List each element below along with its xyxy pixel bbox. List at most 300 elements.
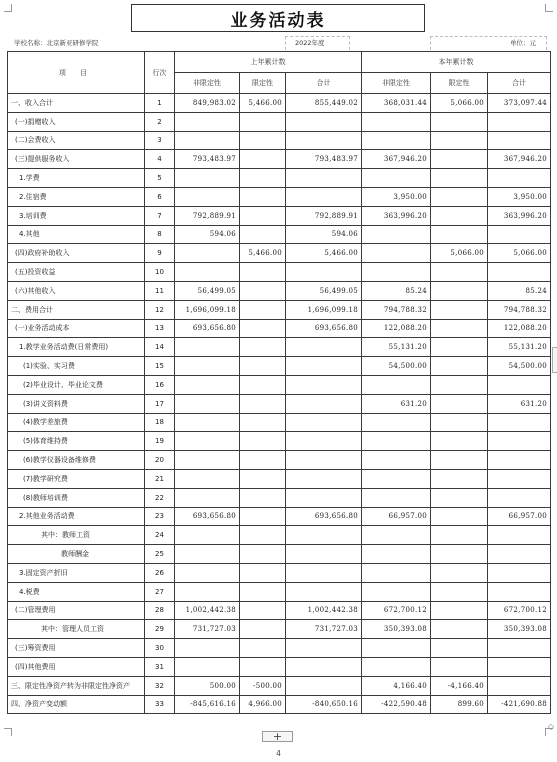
row-line-number: 27	[145, 582, 175, 601]
cell-curr-total	[488, 657, 551, 676]
cell-curr-non-restricted	[362, 582, 431, 601]
header-curr-restricted: 限定性	[431, 73, 488, 94]
cell-prev-total: 792,889.91	[286, 206, 362, 225]
cell-curr-total	[488, 582, 551, 601]
table-row	[8, 413, 551, 432]
table-row	[8, 357, 551, 376]
cell-curr-total: 363,996.20	[488, 206, 551, 225]
row-line-number: 24	[145, 526, 175, 545]
cell-prev-total: 56,499.05	[286, 281, 362, 300]
cell-curr-restricted	[431, 338, 488, 357]
cell-curr-non-restricted	[362, 526, 431, 545]
cell-prev-total	[286, 263, 362, 282]
cell-prev-total	[286, 657, 362, 676]
cell-curr-total	[488, 563, 551, 582]
cell-prev-restricted	[240, 563, 286, 582]
cell-prev-restricted	[240, 206, 286, 225]
cell-curr-non-restricted	[362, 244, 431, 263]
cell-curr-restricted	[431, 657, 488, 676]
cell-prev-total: 594.06	[286, 225, 362, 244]
row-item-name: (2)毕业设计、毕业论文费	[8, 375, 145, 394]
cell-curr-non-restricted	[362, 563, 431, 582]
row-item-name: (4)教学差旅费	[8, 413, 145, 432]
cell-prev-non-restricted	[175, 413, 240, 432]
table-row	[8, 563, 551, 582]
row-item-name: (三)筹资费用	[8, 639, 145, 658]
cell-curr-non-restricted: 122,088.20	[362, 319, 431, 338]
cell-prev-non-restricted: 1,002,442.38	[175, 601, 240, 620]
table-row	[8, 319, 551, 338]
table-row	[8, 432, 551, 451]
row-line-number: 30	[145, 639, 175, 658]
row-line-number: 29	[145, 620, 175, 639]
table-row	[8, 131, 551, 150]
cell-prev-total	[286, 526, 362, 545]
table-row	[8, 150, 551, 169]
cell-prev-total: 5,466.00	[286, 244, 362, 263]
cell-prev-non-restricted: 849,983.02	[175, 94, 240, 113]
cell-curr-non-restricted: 66,957.00	[362, 507, 431, 526]
cell-prev-total: 693,656.80	[286, 507, 362, 526]
cell-prev-non-restricted: 56,499.05	[175, 281, 240, 300]
table-row	[8, 300, 551, 319]
header-prev-non-restricted: 非限定性	[175, 73, 240, 94]
row-line-number: 11	[145, 281, 175, 300]
cell-curr-non-restricted	[362, 169, 431, 188]
cell-prev-total	[286, 112, 362, 131]
table-row	[8, 695, 551, 714]
cell-prev-total	[286, 676, 362, 695]
row-item-name: (四)政府补助收入	[8, 244, 145, 263]
row-item-name: (7)教学研究费	[8, 469, 145, 488]
row-item-name: (六)其他收入	[8, 281, 145, 300]
table-row	[8, 375, 551, 394]
cell-curr-total: 367,946.20	[488, 150, 551, 169]
cell-prev-non-restricted: -845,616.16	[175, 695, 240, 714]
table-row	[8, 263, 551, 282]
cell-prev-non-restricted	[175, 244, 240, 263]
school-name-label: 学校名称：北京新亚研修学院	[14, 39, 99, 47]
cell-prev-restricted	[240, 187, 286, 206]
cell-prev-non-restricted	[175, 451, 240, 470]
unit-label: 单位：元	[510, 39, 536, 47]
cell-prev-non-restricted	[175, 657, 240, 676]
row-line-number: 3	[145, 131, 175, 150]
cell-curr-non-restricted	[362, 263, 431, 282]
cell-prev-non-restricted	[175, 563, 240, 582]
cell-curr-total	[488, 263, 551, 282]
cell-curr-total: 66,957.00	[488, 507, 551, 526]
cell-prev-non-restricted	[175, 357, 240, 376]
cell-curr-non-restricted	[362, 112, 431, 131]
cell-curr-total: -421,690.88	[488, 695, 551, 714]
cell-prev-restricted: 4,966.00	[240, 695, 286, 714]
cell-prev-restricted	[240, 432, 286, 451]
cell-prev-total	[286, 582, 362, 601]
cell-curr-restricted	[431, 319, 488, 338]
cell-curr-restricted	[431, 112, 488, 131]
cell-curr-total	[488, 469, 551, 488]
cell-curr-total	[488, 451, 551, 470]
page-number: 4	[276, 749, 281, 758]
cell-curr-total	[488, 169, 551, 188]
row-line-number: 22	[145, 488, 175, 507]
row-item-name: 3.固定资产折旧	[8, 563, 145, 582]
row-item-name: 1.学费	[8, 169, 145, 188]
cell-curr-restricted	[431, 357, 488, 376]
cell-curr-total	[488, 676, 551, 695]
header-curr-total: 合计	[488, 73, 551, 94]
cell-prev-restricted	[240, 263, 286, 282]
row-item-name: 一、收入合计	[8, 94, 145, 113]
cell-prev-total: 731,727.03	[286, 620, 362, 639]
row-item-name: 4.税费	[8, 582, 145, 601]
row-item-name: 2.其他业务活动费	[8, 507, 145, 526]
cell-curr-restricted: 5,066.00	[431, 244, 488, 263]
crop-mark-bottom-left	[4, 728, 12, 736]
cell-curr-non-restricted: 367,946.20	[362, 150, 431, 169]
cell-curr-non-restricted: 794,788.32	[362, 300, 431, 319]
side-handle[interactable]	[552, 347, 557, 373]
row-item-name: (五)投资收益	[8, 263, 145, 282]
cell-curr-total: 3,950.00	[488, 187, 551, 206]
row-item-name: (3)讲义资料费	[8, 394, 145, 413]
row-line-number: 10	[145, 263, 175, 282]
row-item-name: (四)其他费用	[8, 657, 145, 676]
cell-prev-total	[286, 413, 362, 432]
row-line-number: 19	[145, 432, 175, 451]
row-line-number: 21	[145, 469, 175, 488]
cell-prev-non-restricted: 731,727.03	[175, 620, 240, 639]
cell-prev-total	[286, 357, 362, 376]
table-row	[8, 187, 551, 206]
cell-curr-total	[488, 432, 551, 451]
row-line-number: 8	[145, 225, 175, 244]
cell-curr-restricted	[431, 526, 488, 545]
header-line-no: 行次	[145, 52, 175, 94]
cell-curr-restricted: 5,066.00	[431, 94, 488, 113]
cell-prev-non-restricted	[175, 169, 240, 188]
table-row	[8, 338, 551, 357]
cell-prev-restricted	[240, 657, 286, 676]
cell-curr-non-restricted: 85.24	[362, 281, 431, 300]
cell-prev-non-restricted	[175, 469, 240, 488]
cell-curr-restricted	[431, 150, 488, 169]
row-item-name: 1.教学业务活动费(日常费用)	[8, 338, 145, 357]
cell-curr-non-restricted: 55,131.20	[362, 338, 431, 357]
cell-prev-restricted	[240, 639, 286, 658]
cell-curr-restricted	[431, 488, 488, 507]
row-line-number: 2	[145, 112, 175, 131]
cell-prev-total	[286, 338, 362, 357]
cell-curr-restricted	[431, 601, 488, 620]
row-item-name: (二)管理费用	[8, 601, 145, 620]
cell-curr-restricted	[431, 639, 488, 658]
report-year: 2022年度	[295, 39, 325, 47]
cell-prev-non-restricted	[175, 112, 240, 131]
row-item-name: (8)教师培训费	[8, 488, 145, 507]
row-line-number: 32	[145, 676, 175, 695]
cell-prev-restricted	[240, 526, 286, 545]
table-row	[8, 394, 551, 413]
cell-curr-non-restricted	[362, 639, 431, 658]
cell-curr-restricted: -4,166.40	[431, 676, 488, 695]
cell-prev-total: -840,650.16	[286, 695, 362, 714]
cell-curr-restricted	[431, 206, 488, 225]
cell-curr-restricted	[431, 413, 488, 432]
row-line-number: 20	[145, 451, 175, 470]
cell-curr-restricted	[431, 375, 488, 394]
table-row	[8, 451, 551, 470]
cell-curr-total: 794,788.32	[488, 300, 551, 319]
cell-curr-total: 631.20	[488, 394, 551, 413]
cell-prev-non-restricted	[175, 338, 240, 357]
table-row	[8, 112, 551, 131]
cell-prev-restricted	[240, 225, 286, 244]
title-box	[131, 4, 425, 32]
cell-prev-non-restricted	[175, 394, 240, 413]
cell-prev-non-restricted: 693,656.80	[175, 319, 240, 338]
header-item: 项 目	[8, 52, 145, 94]
cell-curr-non-restricted: 368,031.44	[362, 94, 431, 113]
cell-curr-total	[488, 131, 551, 150]
cell-prev-total	[286, 451, 362, 470]
cell-prev-non-restricted	[175, 545, 240, 564]
table-row	[8, 545, 551, 564]
cell-prev-restricted	[240, 507, 286, 526]
cell-curr-total: 672,700.12	[488, 601, 551, 620]
cell-curr-restricted	[431, 394, 488, 413]
row-item-name: (一)捐赠收入	[8, 112, 145, 131]
cell-prev-restricted	[240, 545, 286, 564]
row-line-number: 23	[145, 507, 175, 526]
row-line-number: 18	[145, 413, 175, 432]
cell-prev-restricted	[240, 319, 286, 338]
cell-prev-restricted	[240, 169, 286, 188]
cell-prev-non-restricted	[175, 639, 240, 658]
cell-curr-restricted	[431, 451, 488, 470]
cell-curr-non-restricted: 672,700.12	[362, 601, 431, 620]
page-title: 业务活动表	[230, 10, 326, 31]
row-line-number: 33	[145, 695, 175, 714]
cell-prev-restricted	[240, 338, 286, 357]
cell-curr-restricted: 899.60	[431, 695, 488, 714]
cell-curr-restricted	[431, 432, 488, 451]
row-item-name: 4.其他	[8, 225, 145, 244]
row-item-name: 其中：管理人员工资	[8, 620, 145, 639]
header-prev-restricted: 限定性	[240, 73, 286, 94]
cell-prev-restricted	[240, 150, 286, 169]
cell-prev-non-restricted: 693,656.80	[175, 507, 240, 526]
cell-prev-total: 1,696,099.18	[286, 300, 362, 319]
table-row	[8, 488, 551, 507]
cell-prev-total	[286, 432, 362, 451]
cell-prev-total	[286, 639, 362, 658]
cell-prev-total	[286, 375, 362, 394]
row-item-name: (6)教学仪器设备维修费	[8, 451, 145, 470]
cell-curr-restricted	[431, 300, 488, 319]
row-line-number: 9	[145, 244, 175, 263]
cell-prev-non-restricted	[175, 432, 240, 451]
row-line-number: 1	[145, 94, 175, 113]
row-line-number: 25	[145, 545, 175, 564]
row-line-number: 15	[145, 357, 175, 376]
cell-prev-restricted	[240, 131, 286, 150]
cell-curr-total	[488, 526, 551, 545]
row-line-number: 7	[145, 206, 175, 225]
cell-curr-total: 5,066.00	[488, 244, 551, 263]
cell-prev-total	[286, 469, 362, 488]
cell-prev-total: 693,656.80	[286, 319, 362, 338]
table-row	[8, 601, 551, 620]
cell-prev-restricted	[240, 300, 286, 319]
table-row	[8, 526, 551, 545]
table-row	[8, 206, 551, 225]
cell-prev-total	[286, 488, 362, 507]
cell-prev-restricted	[240, 601, 286, 620]
cell-prev-non-restricted: 500.00	[175, 676, 240, 695]
table-row	[8, 582, 551, 601]
cell-curr-total	[488, 413, 551, 432]
cell-curr-restricted	[431, 582, 488, 601]
table-row	[8, 281, 551, 300]
cell-curr-restricted	[431, 131, 488, 150]
table-header-row-1	[8, 52, 551, 73]
cell-prev-non-restricted	[175, 131, 240, 150]
row-item-name: 3.培训费	[8, 206, 145, 225]
table-row	[8, 225, 551, 244]
table-row	[8, 169, 551, 188]
cell-prev-restricted: 5,466.00	[240, 244, 286, 263]
cell-prev-restricted	[240, 112, 286, 131]
header-curr-cumulative: 本年累计数	[362, 52, 551, 73]
cell-curr-non-restricted: 4,166.40	[362, 676, 431, 695]
table-row	[8, 244, 551, 263]
cell-curr-restricted	[431, 225, 488, 244]
cell-curr-non-restricted: 54,500.00	[362, 357, 431, 376]
row-line-number: 17	[145, 394, 175, 413]
cell-prev-non-restricted: 792,889.91	[175, 206, 240, 225]
cell-prev-non-restricted: 594.06	[175, 225, 240, 244]
cell-curr-total: 350,393.08	[488, 620, 551, 639]
table-row	[8, 639, 551, 658]
cell-curr-non-restricted	[362, 432, 431, 451]
row-line-number: 5	[145, 169, 175, 188]
row-line-number: 26	[145, 563, 175, 582]
row-line-number: 12	[145, 300, 175, 319]
cell-curr-non-restricted: 3,950.00	[362, 187, 431, 206]
cell-curr-total: 122,088.20	[488, 319, 551, 338]
row-item-name: 四、净资产变动额	[8, 695, 145, 714]
cell-curr-total: 85.24	[488, 281, 551, 300]
cell-prev-total	[286, 563, 362, 582]
cell-curr-restricted	[431, 187, 488, 206]
cell-curr-total: 55,131.20	[488, 338, 551, 357]
cell-curr-non-restricted	[362, 545, 431, 564]
cell-curr-non-restricted	[362, 225, 431, 244]
cell-prev-total: 1,002,442.38	[286, 601, 362, 620]
row-line-number: 16	[145, 375, 175, 394]
cell-prev-total	[286, 169, 362, 188]
activity-report-table	[7, 51, 551, 714]
row-item-name: 其中：教师工资	[8, 526, 145, 545]
row-line-number: 4	[145, 150, 175, 169]
crop-mark-top-left	[4, 4, 12, 12]
cell-prev-restricted	[240, 357, 286, 376]
row-item-name: 2.住宿费	[8, 187, 145, 206]
cell-prev-non-restricted	[175, 187, 240, 206]
cell-curr-non-restricted	[362, 469, 431, 488]
row-item-name: 三、限定性净资产转为非限定性净资产	[8, 676, 145, 695]
cell-curr-non-restricted: 350,393.08	[362, 620, 431, 639]
cell-curr-total: 373,097.44	[488, 94, 551, 113]
cell-curr-non-restricted	[362, 488, 431, 507]
cell-curr-total	[488, 545, 551, 564]
cell-prev-total	[286, 187, 362, 206]
table-row	[8, 469, 551, 488]
table-row	[8, 657, 551, 676]
row-item-name: 教师酬金	[8, 545, 145, 564]
cell-curr-total	[488, 112, 551, 131]
cell-curr-non-restricted	[362, 451, 431, 470]
cell-prev-non-restricted: 793,483.97	[175, 150, 240, 169]
cell-prev-restricted: 5,466.00	[240, 94, 286, 113]
cell-curr-restricted	[431, 281, 488, 300]
table-row	[8, 676, 551, 695]
cell-curr-total	[488, 488, 551, 507]
cell-prev-total	[286, 394, 362, 413]
cell-curr-total	[488, 225, 551, 244]
cell-prev-restricted	[240, 413, 286, 432]
cell-prev-non-restricted	[175, 526, 240, 545]
cell-curr-non-restricted	[362, 131, 431, 150]
cell-prev-non-restricted	[175, 488, 240, 507]
row-item-name: (1)实验、实习费	[8, 357, 145, 376]
row-item-name: (二)会费收入	[8, 131, 145, 150]
cell-curr-non-restricted	[362, 413, 431, 432]
cell-curr-non-restricted	[362, 375, 431, 394]
cell-prev-restricted	[240, 582, 286, 601]
row-line-number: 31	[145, 657, 175, 676]
cell-curr-restricted	[431, 263, 488, 282]
cell-curr-restricted	[431, 563, 488, 582]
cell-prev-total	[286, 545, 362, 564]
cell-prev-non-restricted: 1,696,099.18	[175, 300, 240, 319]
cell-prev-non-restricted	[175, 582, 240, 601]
row-item-name: (一)业务活动成本	[8, 319, 145, 338]
header-prev-total: 合计	[286, 73, 362, 94]
row-line-number: 28	[145, 601, 175, 620]
cell-curr-restricted	[431, 545, 488, 564]
crop-mark-top-right	[545, 4, 553, 12]
table-row	[8, 94, 551, 113]
cell-prev-total: 793,483.97	[286, 150, 362, 169]
add-page-button[interactable]: +	[262, 731, 293, 742]
cell-curr-total	[488, 639, 551, 658]
cell-prev-restricted	[240, 451, 286, 470]
cell-prev-restricted	[240, 488, 286, 507]
header-prev-cumulative: 上年累计数	[175, 52, 362, 73]
table-body	[8, 94, 551, 714]
header-curr-non-restricted: 非限定性	[362, 73, 431, 94]
cell-curr-restricted	[431, 507, 488, 526]
row-item-name: (5)体育维持费	[8, 432, 145, 451]
cell-prev-total	[286, 131, 362, 150]
row-line-number: 14	[145, 338, 175, 357]
row-item-name: 二、费用合计	[8, 300, 145, 319]
table-row	[8, 507, 551, 526]
row-line-number: 6	[145, 187, 175, 206]
